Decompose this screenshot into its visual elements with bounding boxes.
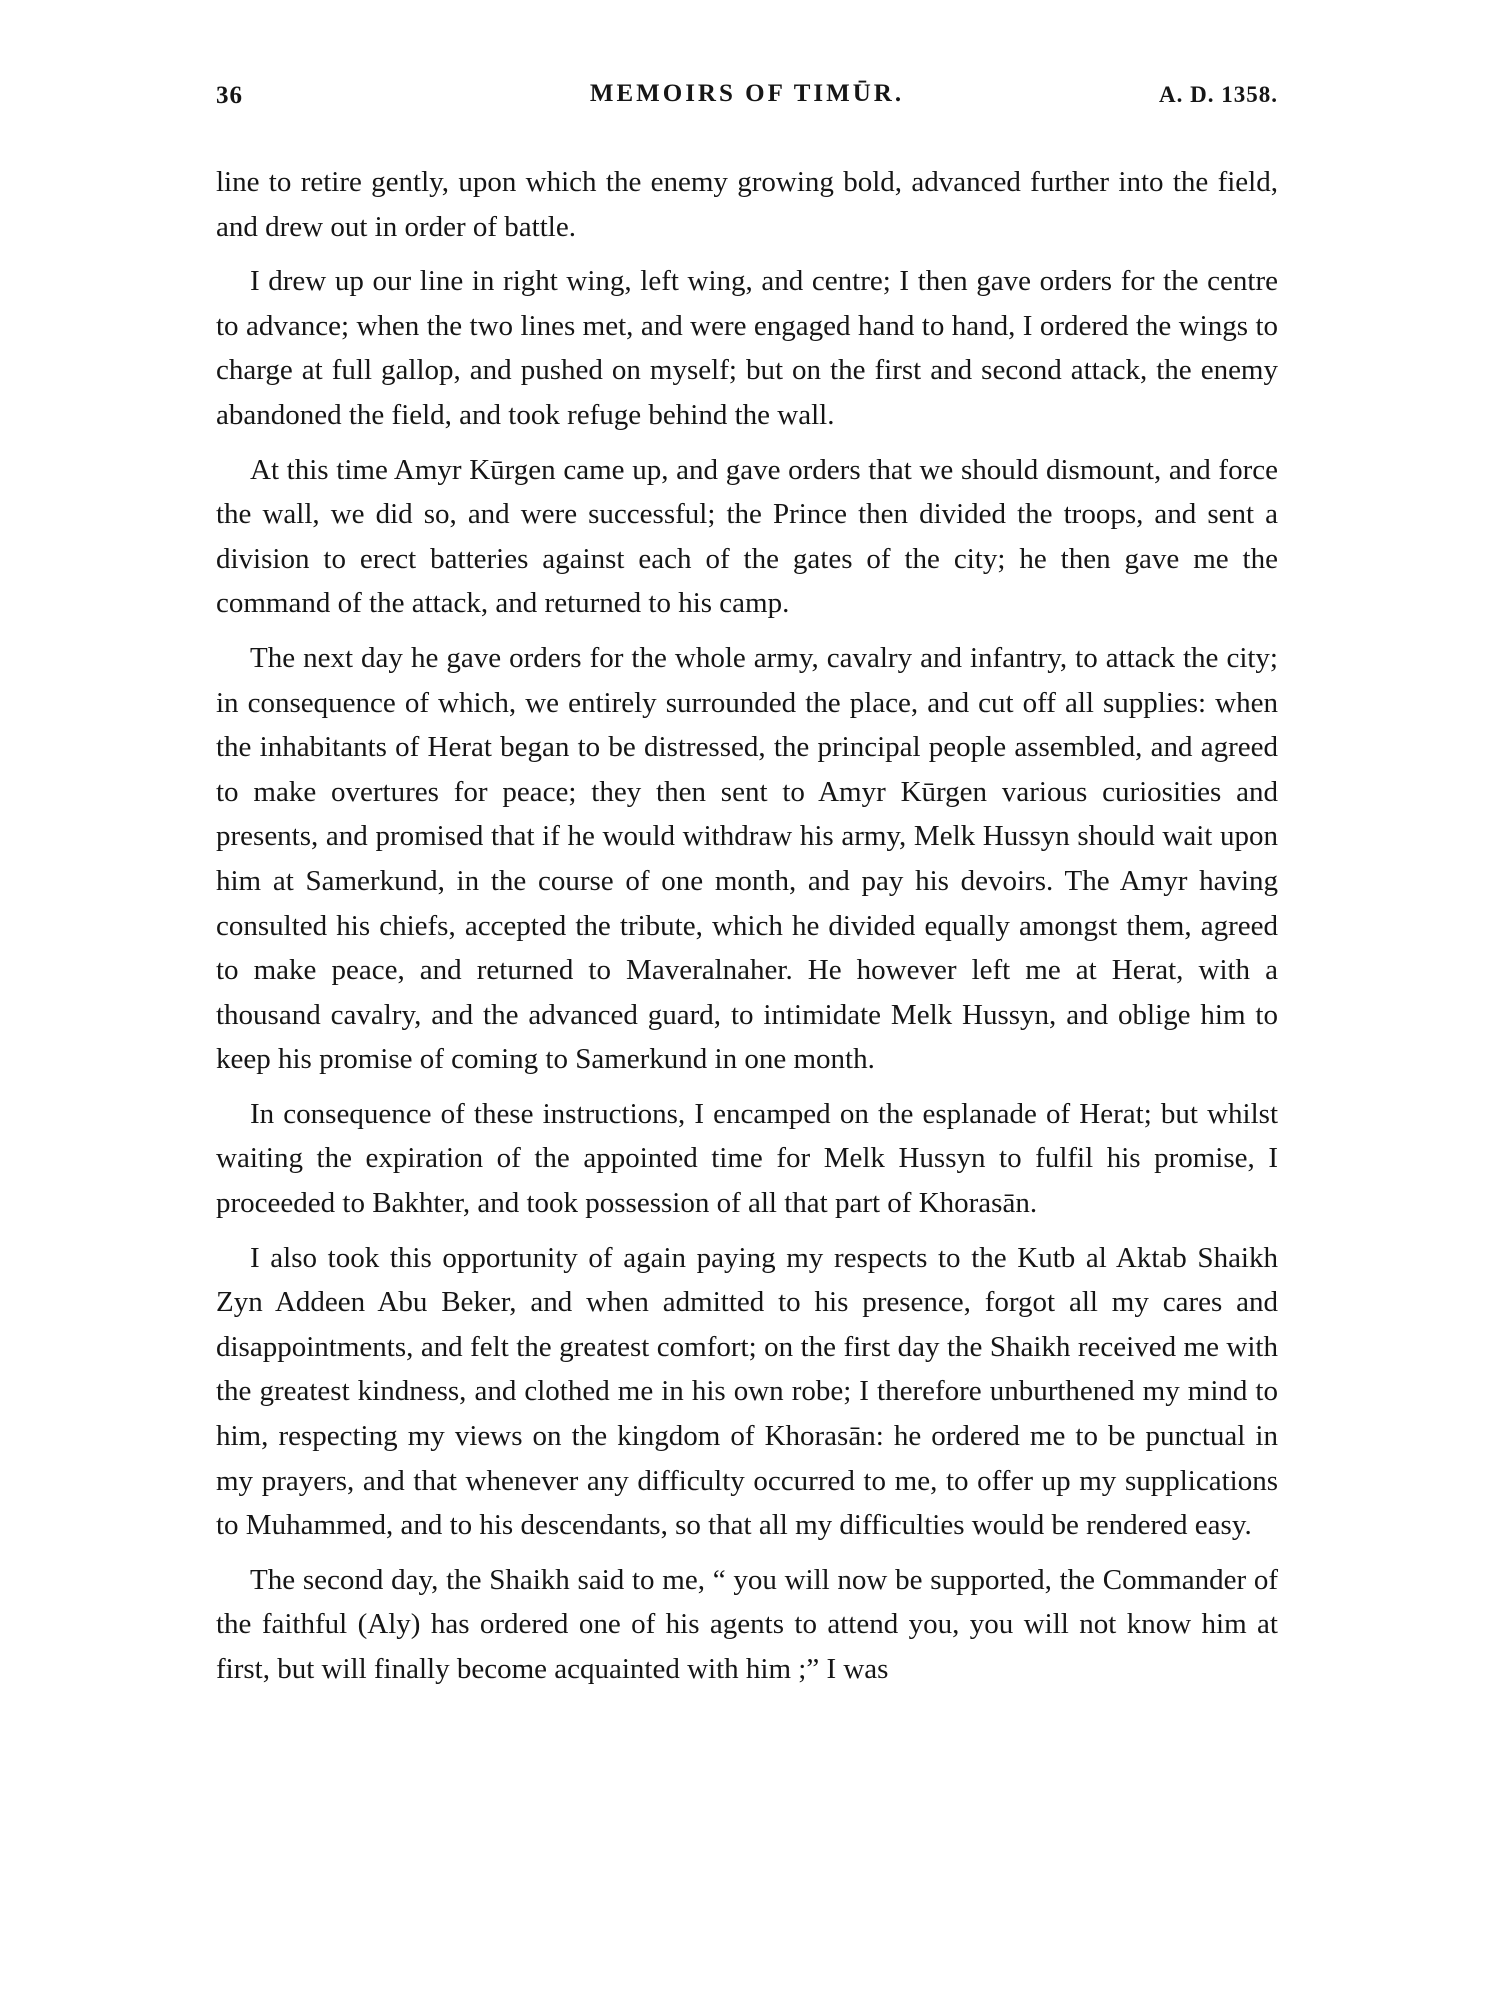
- header-date: A. D. 1358.: [1159, 82, 1278, 107]
- book-page: [216, 70, 1278, 1702]
- paragraph: I also took this opportunity of again paying my respects to the Kutb al Aktab Shaikh Zyn Addeen Abu Beker, and when admitted to his presence, forgot all my cares and disappointments, and felt the greatest comfort; on the first day the Shaikh received me with the greatest kindness, and clothed me in his own robe; I therefore unburthened my mind to him, respecting my views on the kingdom of Khorasān: he ordered me to be punctual in my prayers, and that whenever any difficulty occurred to me, to offer up my supplications to Muhammed, and to his descendants, so that all my difficulties would be rendered easy.: [216, 1241, 1278, 1542]
- paragraph: line to retire gently, upon which the enemy growing bold, advanced further into the field, and drew out in order of battle.: [216, 166, 1278, 243]
- paragraph: At this time Amyr Kūrgen came up, and gave orders that we should dismount, and force the wall, we did so, and were successful; the Prince then divided the troops, and sent a division to erect batteries against each of the gates of the city; he then gave me the command of the attack, and returned to his camp.: [216, 453, 1278, 620]
- body-text: [216, 160, 1278, 1692]
- paragraph: In consequence of these instructions, I encamped on the esplanade of Herat; but whilst waiting the expiration of the appointed time for Melk Hussyn to fulfil his promise, I proceeded to Bakhter, and took possession of all that part of Khorasān.: [216, 1097, 1278, 1220]
- book-title: MEMOIRS OF TIMŪR.: [589, 80, 905, 107]
- paragraph: I drew up our line in right wing, left wing, and centre; I then gave orders for the centre to advance; when the two lines met, and were engaged hand to hand, I ordered the wings to charge at full gallop, and pushed on myself; but on the first and second attack, the enemy abandoned the field, and took refuge behind the wall.: [216, 265, 1278, 431]
- paragraph: The second day, the Shaikh said to me, “ you will now be supported, the Commander of the faithful (Aly) has ordered one of his agents to attend you, you will not know him at first, but will finally become acquainted with him ;” I was: [216, 1563, 1278, 1685]
- running-head: [216, 70, 1278, 118]
- page-number: 36: [216, 82, 243, 109]
- paragraph: The next day he gave orders for the whole army, cavalry and infantry, to attack the city; in consequence of which, we entirely surrounded the place, and cut off all supplies: when the inhabitants of Herat began to be distressed, the principal people assembled, and agreed to make overtures for peace; they then sent to Amyr Kūrgen various curiosities and presents, and promised that if he would withdraw his army, Melk Hussyn should wait upon him at Samerkund, in the course of one month, and pay his devoirs. The Amyr having consulted his chiefs, accepted the tribute, which he divided equally amongst them, agreed to make peace, and returned to Maveralnaher. He however left me at Herat, with a thousand cavalry, and the advanced guard, to intimidate Melk Hussyn, and oblige him to keep his promise of coming to Samerkund in one month.: [216, 641, 1278, 1076]
